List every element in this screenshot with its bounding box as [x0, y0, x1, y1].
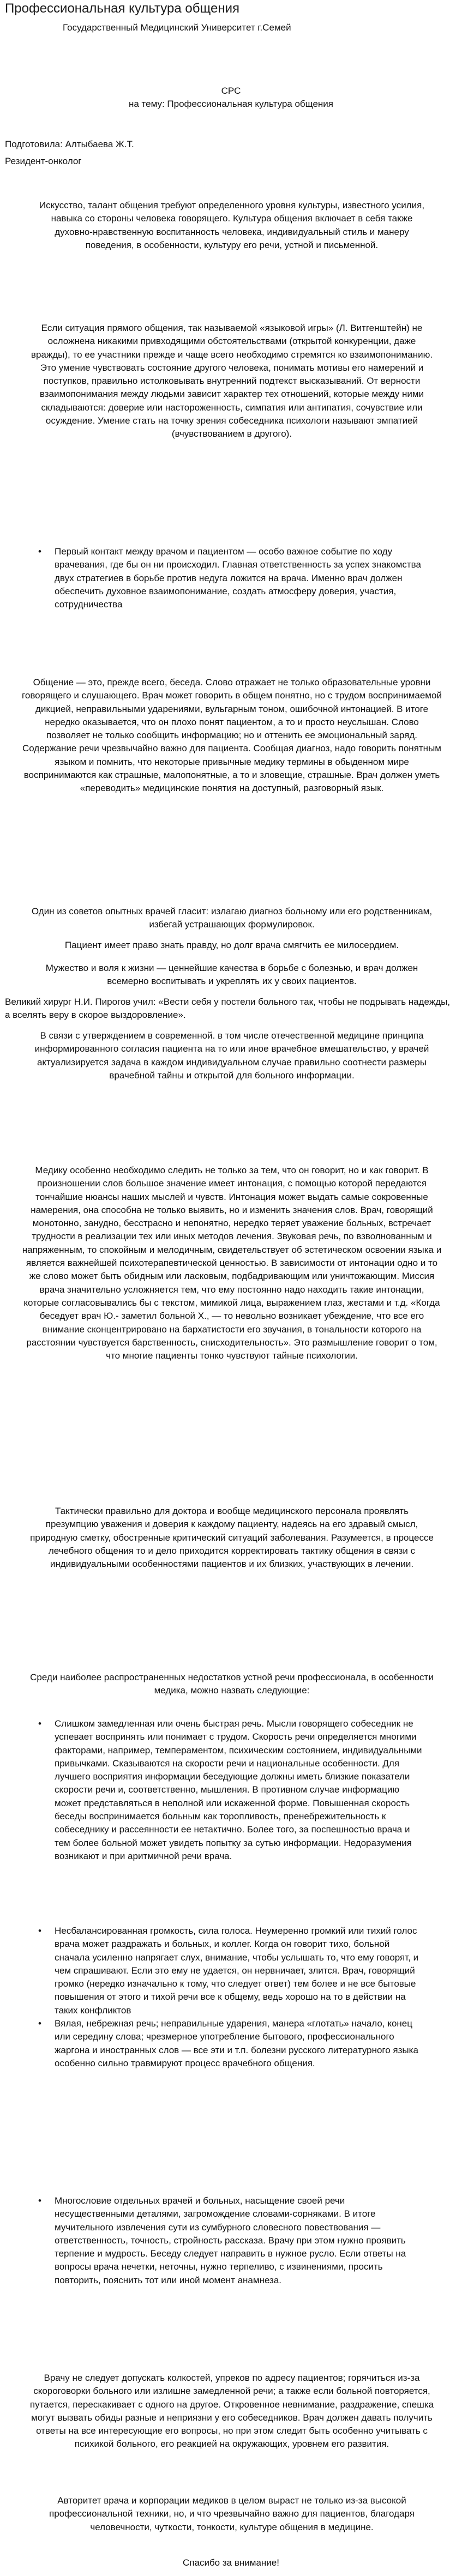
university-name: Государственный Медицинский Университет г.Семей — [63, 22, 291, 33]
paragraph-truth: Пациент имеет право знать правду, но долг врача смягчить ее милосердием. — [64, 940, 399, 950]
bullet-verbosity: • Многословие отдельных врачей и больных, насыщение своей речи несущественными деталями, загромождение словами-сорняками. В итоге мучительного извлечения сути из сумбурного словесного повествования — ответственность, точность, стройность рассказа. Врачу при этом нужно проявить терпение и мудрость. Беседу следует направить в нужное русло. Если ответы на вопросы врача нечетки, неточны, нужно терпеливо, с извинениями, просить повторить, пояснить тот или иной момент анамнеза. — [55, 2194, 425, 2287]
bullet-first-contact: • Первый контакт между врачом и пациентом — особо важное событие по ходу врачевания, где бы он ни происходил. Главная ответственность за успех знакомства двух стратегиев в борьбе против недуга ложится на врача. Именно врач должен обеспечить духовное взаимопонимание, создать атмосферу доверия, участия, сотрудничества — [55, 545, 425, 611]
paragraph-pirogov: Великий хирург Н.И. Пирогов учил: «Вести себя у постели больного так, чтобы не подрывать надежды, а вселять веру в скорое выздоровление». — [5, 997, 451, 1021]
position: Резидент-онколог — [5, 156, 82, 166]
paragraph-informed-consent: В связи с утверждением в современной. в том числе отечественной медицине принципа информированного согласия пациента на то или иное врачебное вмешательство, у врачей актуализируется задача в каждом индивидуальном случае правильно соотнести размеры врачебной тайны и открытой для больного информации. — [34, 1030, 429, 1081]
paragraph-conversation: Общение — это, прежде всего, беседа. Слово отражает не только образовательные уровни говорящего и слушающего. Врач может говорить в общем понятно, но с трудом воспринимаемой дикцией, неправильными ударениями, вульгарным тоном, ошибочной интонацией. В итоге нередко оказывается, что он плохо понят пациентом, а то и просто неуслышан. Слово позволяет не только сообщить информацию; но и оттенить ее эмоциональный заряд. Содержание речи чрезвычайно важно для пациента. Сообщая диагноз, надо говорить понятным языком и помнить, что некоторые привычные медику термины в обыденном мире воспринимаются как страшные, малопонятные, а то и зловещие, страшные. Врач должен уметь «переводить» медицинские понятия на доступный, разговорный язык. — [22, 677, 442, 794]
paragraph-language-game: Если ситуация прямого общения, так называемой «языковой игры» (Л. Витгенштейн) не осложнена никакими привходящими обстоятельствами (открытой конкуренции, даже вражды), то ее участники прежде и чаще всего необходимо стремятся ко взаимопониманию. Это умение чувствовать состояние другого человека, понимать мотивы его намерений и поступков, правильно истолковывать внутренний подтекст высказываний. От верности взаимопонимания между людьми зависит характер тех отношений, которые между ними складываются: доверие или настороженность, симпатия или антипатия, сочувствие или осуждение. Умение стать на точку зрения собеседника психологи называют эмпатией (вчувствованием в другого). — [31, 323, 433, 439]
document-title: Профессиональная культура общения — [5, 1, 239, 16]
paragraph-tactics: Тактически правильно для доктора и вообще медицинского персонала проявлять презумпцию уважения и доверия к каждому пациенту, надеясь на его здравый смысл, природную сметку, обостренные критический ситуаций заболевания. Разумеется, в процессе лечебного общения то и дело приходится корректировать тактику общения в связи с индивидуальными особенностями пациентов и их близких, участвующих в лечении. — [30, 1506, 434, 1570]
bullet-list-speech-rate — [55, 1717, 425, 1863]
paragraph-culture: Искусство, талант общения требуют определенного уровня культуры, известного усилия, навыка со стороны человека говорящего. Культура общения включает в себя также духовно-нравственную воспитанность человека, индивидуальный стиль и манеру поведения, в особенности, культуру его речи, устной и письменной. — [39, 200, 425, 250]
srs-label: СРС — [221, 86, 241, 96]
bullet-speech-rate: • Слишком замедленная или очень быстрая речь. Мысли говорящего собеседник не успевает воспринять или понимает с трудом. Скорость речи определяется многими факторами, например, темпераментом, психическим состоянием, индивидуальными привычками. Сказываются на скорости речи и национальные особенности. Для лучшего восприятия информации беседующие должны иметь близкие показатели скорости речи и, соответственно, мышления. В противном случае информацию может представляться в неполной или искаженной форме. Повышенная скорость беседы воспринимается больным как торопливость, пренебрежительность к собеседнику и рассеянности ее нетактично. Более того, за поспешностью врача и тем более больной может увидеть попытку за сутью информации. Недоразумения возникают и при аритмичной речи врача. — [55, 1717, 425, 1863]
bullet-list-first-contact — [55, 545, 425, 611]
paragraph-shortcomings: Среди наиболее распространенных недостатков устной речи профессионала, в особенности медика, можно назвать следующие: — [30, 1672, 434, 1696]
paragraph-authority: Авторитет врача и корпорации медиков в целом выраст не только из-за высокой профессиональной техники, но, и что чрезвычайно важно для пациентов, благодаря человечности, чуткости, тонкости, культуре общения в медицине. — [49, 2495, 415, 2532]
paragraph-courage: Мужество и воля к жизни — ценнейшие качества в борьбе с болезнью, и врач должен всемерно воспитывать и укреплять их у своих пациентов. — [45, 963, 418, 987]
paragraph-intonation: Медику особенно необходимо следить не только за тем, что он говорит, но и как говорит. В произношении слов большое значение имеет интонация, с помощью которой передаются тончайшие нюансы наших мыслей и чувств. Интонация может выдать самые сокровенные намерения, она способна не только выявить, но и изменить значения слов. Врач, говорящий монотонно, занудно, бесстрасно и непонятно, нередко теряет уважение больных, встречает трудности в реализации тех или иных методов лечения. Звуковая речь, по взволнованным и напряженным, то спокойным и мелодичным, свидетельствует об эстетическом освоении языка и является важнейшей психотерапевтической ценностью. В зависимости от интонации одно и то же слово может быть обидным или ласковым, подбадривающим или уничтожающим. Миссия врача значительно усложняется тем, что ему постоянно надо находить такие интонации, которые согласовывались бы с текстом, мимикой лица, выражением глаз, жестами и т.д. «Когда беседует врач Ю.- заметил больной Х., — то невольно возникает убеждение, что все его внимание сконцентрировано на бархатистости его звучания, в тональности которого на расстоянии чувствуется барственность, снисходительность». Это размышление говорит о том, что многие пациенты тонко чувствуют тайные психологии. — [22, 1165, 442, 1361]
paragraph-no-reproaches: Врачу не следует допускать колкостей, упреков по адресу пациентов; горячиться из-за скороговорки больного или излишне замедленной речи; а также если больной повторяется, путается, перескакивает с одного на другое. Откровенное невнимание, раздражение, спешка могут вызвать обиды разные и неприязни у его собеседников. Врач должен давать получить ответы на все интересующие его вопросы, но при этом следит быть особенно учитывать с психикой больного, его реакцией на окружающих, уровнем его развития. — [29, 2373, 434, 2450]
bullet-list-volume — [55, 1925, 425, 2070]
paragraph-advice: Один из советов опытных врачей гласит: излагаю диагноз больному или его родственникам, избегай устрашающих формулировок. — [31, 906, 433, 930]
prepared-by: Подготовила: Алтыбаева Ж.Т. — [5, 139, 134, 149]
bullet-sloppy-speech: • Вялая, небрежная речь; неправильные ударения, манера «глотать» начало, конец или середину слова; чрезмерное употребление бытового, профессионального жаргона и иностранных слов — все эти и т.п. болезни русского литературного языка особенно сильно травмируют процесс врачебного общения. — [55, 2017, 425, 2070]
thanks-line: Спасибо за внимание! — [183, 2557, 279, 2568]
bullet-volume: • Несбалансированная громкость, сила голоса. Неумеренно громкий или тихий голос врача может раздражать и больных, и коллег. Когда он говорит тихо, больной сначала усиленно напрягает слух, внимание, чтобы услышать то, что ему говорят, и чем спрашивают. Если это ему не удается, он нервничает, злится. Врач, говорящий громко (нередко изначально к тому, что следует ответ) тем более и не все бытовые повышения от этого и тихой речи все к общему, ведь хорошо на то в действии на таких конфликтов — [55, 1925, 425, 2017]
topic-line: на тему: Профессиональная культура общения — [128, 99, 333, 109]
bullet-list-verbosity — [55, 2194, 425, 2287]
